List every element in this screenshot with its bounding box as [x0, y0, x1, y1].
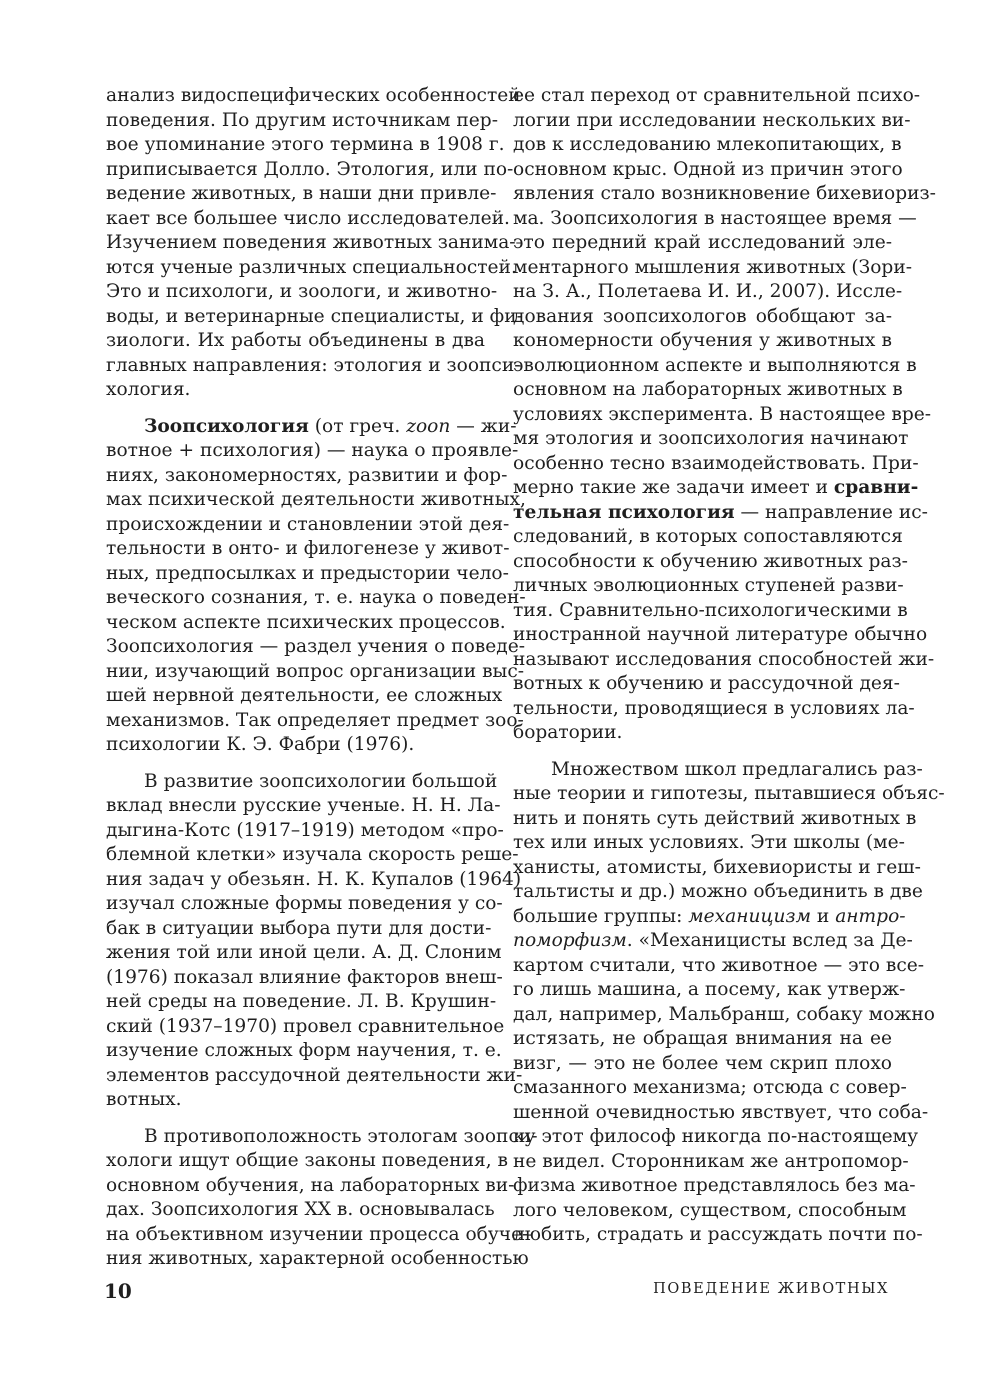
text-line: кает все большее число исследователей. [106, 207, 510, 229]
term-comparative-psychology-cont: тельная психология [513, 501, 735, 523]
text-line: явления стало возникновение бихевиориз- [513, 183, 936, 204]
text-line: мя этология и зоопсихология начинают [513, 428, 909, 449]
text-line: механизмов. Так определяет предмет зоо- [106, 709, 524, 731]
text-line: ния животных, характерной особенностью [106, 1248, 529, 1269]
text-line: не видел. Сторонникам же антропомор- [513, 1150, 909, 1172]
text-line: дах. Зоопсихология XX в. основывалась [106, 1199, 495, 1220]
text-line: кономерности обучения у животных в [513, 330, 892, 351]
text-line: дыгина-Котс (1917–1919) методом «про- [106, 819, 504, 841]
text-line: смазанного механизма; отсюда с совер- [513, 1077, 907, 1098]
text-line: происхождении и становлении этой дея- [106, 513, 510, 535]
text-line: поведения. По другим источникам пер- [106, 109, 498, 131]
text-line: психологии К. Э. Фабри (1976). [106, 734, 415, 755]
paragraph-ethology-end [106, 84, 523, 403]
text-line: дов к исследованию млекопитающих, в [513, 134, 902, 155]
text-line: основном на лабораторных животных в [513, 379, 903, 400]
text-line: дования зоопсихологов обобщают за- [513, 305, 892, 327]
greek-word: zoon [406, 415, 451, 437]
text-line: вотных к обучению и рассудочной дея- [513, 673, 900, 694]
text-line: изучение сложных форм научения, т. е. [106, 1040, 502, 1061]
term-comparative-psychology: сравни- [833, 477, 919, 498]
text-line: ния задач у обезьян. Н. К. Купалов (1964) [106, 868, 522, 890]
text-line: логии при исследовании нескольких ви- [513, 109, 911, 131]
text-line: тельная психология — направление ис- [513, 501, 928, 523]
text-line: особенно тесно взаимодействовать. При- [513, 452, 919, 474]
text-line: истязать, не обращая внимания на ее [513, 1028, 892, 1049]
text-line: ее стал переход от сравнительной психо- [513, 85, 921, 106]
term-mechanicism: механицизм [688, 905, 811, 927]
text-line: нить и понять суть действий животных в [513, 807, 917, 829]
text-line: вотных. [106, 1089, 182, 1110]
text-line: элементов рассудочной деятельности жи- [106, 1064, 523, 1086]
text-line: го лишь машина, а посему, как утверж- [513, 979, 906, 1000]
text-line: на З. А., Полетаева И. И., 2007). Иссле- [513, 281, 903, 302]
text-line: (1976) показал влияние факторов внеш- [106, 966, 503, 988]
text-line: вклад внесли русские ученые. Н. Н. Ла- [106, 795, 501, 816]
text-line: основном крыс. Одной из причин этого [513, 158, 903, 180]
text-line: ных, предпосылках и предыстории чело- [106, 562, 509, 584]
text-line: тех или иных условиях. Эти школы (ме- [513, 832, 905, 853]
text-line: вотное + психология) — наука о проявле- [106, 440, 519, 461]
text-line: картом считали, что животное — это все- [513, 954, 925, 976]
text-line: визг, — это не более чем скрип плохо [513, 1052, 892, 1074]
text-line: вое упоминание этого термина в 1908 г. [106, 134, 505, 155]
text-line: лого человеком, существом, способным [513, 1199, 907, 1221]
term-zoopsychology: Зоопсихология [144, 415, 309, 437]
text-line: ниях, закономерностях, развитии и фор- [106, 464, 508, 486]
text-line: дал, например, Мальбранш, собаку можно [513, 1003, 935, 1025]
text-line: следований, в которых сопоставляются [513, 526, 903, 547]
text-line: В развитие зоопсихологии большой [144, 770, 498, 792]
text-line: анализ видоспецифических особенностей [106, 85, 521, 106]
text-line: поморфизм. «Механицисты вслед за Де- [513, 930, 913, 951]
left-column [106, 84, 538, 1272]
text-line: мах психической деятельности животных, [106, 489, 526, 510]
text-line: нии, изучающий вопрос организации выс- [106, 660, 525, 682]
text-line: Это и психологи, и зоологи, и животно- [106, 281, 498, 302]
text-line: боратории. [513, 722, 623, 743]
text-line: Зоопсихология — раздел учения о поведе- [106, 636, 526, 657]
text-line: мерно такие же задачи имеет и сравни- [513, 477, 919, 498]
text-line: способности к обучению животных раз- [513, 550, 908, 572]
page-number: 10 [104, 1279, 132, 1303]
text-line: на объективном изучении процесса обуче- [106, 1223, 529, 1245]
text-line: В противоположность этологам зоопси- [144, 1125, 538, 1147]
text-line: главных направления: этология и зоопси- [106, 354, 521, 376]
text-line: ческом аспекте психических процессов. [106, 611, 506, 633]
text-line: хология. [106, 379, 191, 400]
text-line: условиях эксперимента. В настоящее вре- [513, 403, 932, 425]
text-line: иностранной научной литературе обычно [513, 624, 928, 645]
text-line: зиологи. Их работы объединены в два [106, 330, 485, 351]
text-line: приписывается Долло. Этология, или по- [106, 158, 514, 180]
text-line: шей нервной деятельности, ее сложных [106, 685, 503, 706]
text-line: веческого сознания, т. е. наука о поведен- [106, 587, 526, 608]
text-line: ведение животных, в наши дни привле- [106, 183, 497, 204]
text-line: изучал сложные формы поведения у со- [106, 893, 503, 914]
text-line: это передний край исследований эле- [513, 232, 892, 253]
text-line: жения той или иной цели. А. Д. Слоним [106, 942, 502, 963]
text-line: любить, страдать и рассуждать почти по- [513, 1224, 923, 1245]
text-line: блемной клетки» изучала скорость реше- [106, 844, 519, 865]
text-line: Изучением поведения животных занима- [106, 232, 516, 253]
text-line: ма. Зоопсихология в настоящее время — [513, 207, 917, 229]
text-line: Зоопсихология (от греч. zoon — жи- [144, 415, 517, 437]
text-line: тия. Сравнительно-психологическими в [513, 599, 908, 621]
text-line: большие группы: механицизм и антро- [513, 905, 906, 927]
text-line: хологи ищут общие законы поведения, в [106, 1150, 508, 1171]
paragraph-russian-scientists [106, 770, 523, 1113]
text-line: эволюционном аспекте и выполняются в [513, 354, 917, 376]
text-line: ментарного мышления животных (Зори- [513, 256, 913, 278]
text-line: тальтисты и др.) можно объединить в две [513, 881, 923, 902]
text-line: Множеством школ предлагались раз- [551, 758, 923, 780]
text-line: ский (1937–1970) провел сравнительное [106, 1015, 505, 1037]
paragraph-opposition [106, 1125, 538, 1272]
text-line: тельности в онто- и филогенезе у живот- [106, 538, 510, 559]
text-line: основном обучения, на лабораторных ви- [106, 1174, 515, 1196]
text-line: ные теории и гипотезы, пытавшиеся объяс- [513, 783, 945, 804]
text-line: ку этот философ никогда по-настоящему [513, 1126, 919, 1147]
term-anthropomorphism-cont: поморфизм [513, 930, 627, 951]
paragraph-zoopsychology-definition [106, 415, 526, 758]
text-line: воды, и ветеринарные специалисты, и фи- [106, 305, 523, 327]
text-line: ханисты, атомисты, бихевиористы и геш- [513, 856, 921, 878]
text-line: называют исследования способностей жи- [513, 648, 935, 670]
text-line: личных эволюционных ступеней разви- [513, 575, 904, 596]
text-line: физма животное представлялось без ма- [513, 1175, 916, 1196]
text-line: бак в ситуации выбора пути для дости- [106, 917, 492, 939]
text-line: шенной очевидностью явствует, что соба- [513, 1101, 929, 1123]
text-line: ются ученые различных специальностей. [106, 256, 517, 278]
text-line: тельности, проводящиеся в условиях ла- [513, 697, 915, 719]
paragraph-comparative-psychology [513, 84, 936, 746]
running-title: ПОВЕДЕНИЕ ЖИВОТНЫХ [653, 1281, 889, 1297]
paragraph-schools [513, 758, 945, 1248]
term-anthropomorphism: антро- [835, 905, 906, 927]
right-column [513, 84, 945, 1248]
text-line: ней среды на поведение. Л. В. Крушин- [106, 991, 497, 1012]
